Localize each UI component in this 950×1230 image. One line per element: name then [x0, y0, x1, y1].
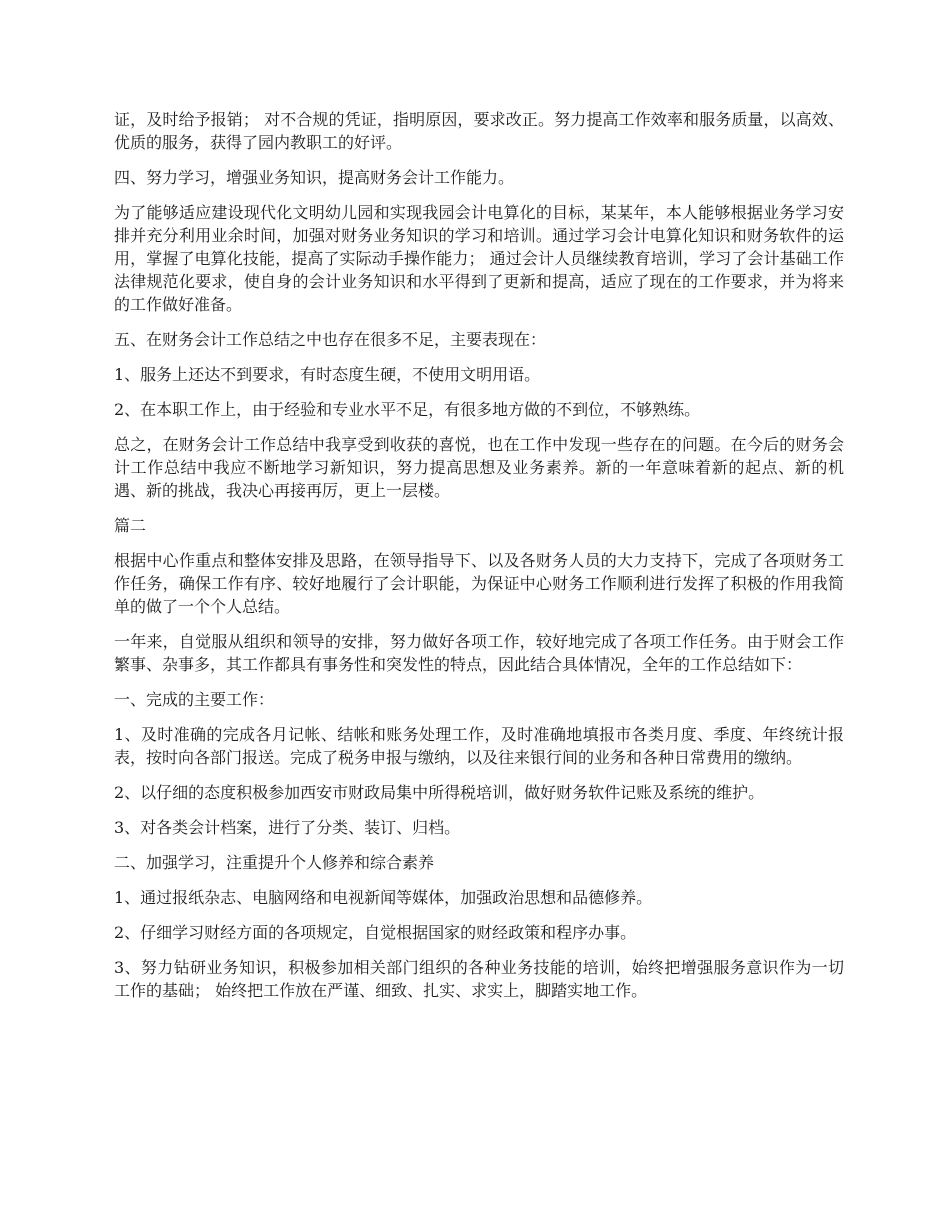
- list-item-service: 1、服务上还达不到要求，有时态度生硬，不使用文明用语。: [114, 365, 541, 384]
- paragraph-study: 为了能够适应建设现代化文明幼儿园和实现我园会计电算化的目标，某某年，本人能够根据业务学习安排并充分利用业余时间，加强对财务业务知识的学习和培训。通过学习会计电算化知识和财务软件的运用，掌握了电算化技能，提高了实际动手操作能力； 通过会计人员继续教育培训，学习了会计基础工作法律规范化要求，使自身的会计业务知识和水平得到了更新和提高，适应了现在的工作要求，并为将来的工作做好准备。: [114, 203, 844, 314]
- heading-section-four: 四、努力学习，增强业务知识，提高财务会计工作能力。: [114, 168, 515, 187]
- list-item-archives: 3、对各类会计档案，进行了分类、装订、归档。: [114, 818, 461, 837]
- paragraph-intro: 根据中心作重点和整体安排及思路，在领导指导下、以及各财务人员的大力支持下，完成了各项财务工作任务，确保工作有序、较好地履行了会计职能，为保证中心财务工作顺利进行发挥了积极的作用我简单的做了一个个人总结。: [114, 551, 844, 616]
- list-item-media: 1、通过报纸杂志、电脑网络和电视新闻等媒体，加强政治思想和品德修养。: [114, 888, 653, 907]
- list-item-business-knowledge: 3、努力钻研业务知识，积极参加相关部门组织的各种业务技能的培训，始终把增强服务意识作为一切工作的基础； 始终把工作放在严谨、细致、扎实、求实上，脚踏实地工作。: [114, 958, 844, 1000]
- list-item-bookkeeping: 1、及时准确的完成各月记帐、结帐和账务处理工作，及时准确地填报市各类月度、季度、年终统计报表，按时向各部门报送。完成了税务申报与缴纳，以及往来银行间的业务和各种日常费用的缴纳。: [114, 725, 844, 767]
- list-item-skills: 2、在本职工作上，由于经验和专业水平不足，有很多地方做的不到位，不够熟练。: [114, 400, 701, 419]
- list-item-training: 2、以仔细的态度积极参加西安市财政局集中所得税培训，做好财务软件记账及系统的维护。: [114, 783, 765, 802]
- heading-part-two: 篇二: [114, 516, 147, 535]
- document-body: [114, 108, 844, 1014]
- heading-learning: 二、加强学习，注重提升个人修养和综合素养: [114, 853, 435, 872]
- paragraph-reimbursement: 证，及时给予报销； 对不合规的凭证，指明原因，要求改正。努力提高工作效率和服务质量，以高效、优质的服务，获得了园内教职工的好评。: [114, 110, 844, 152]
- paragraph-conclusion: 总之，在财务会计工作总结中我享受到收获的喜悦，也在工作中发现一些存在的问题。在今后的财务会计工作总结中我应不断地学习新知识，努力提高思想及业务素养。新的一年意味着新的起点、新的机遇、新的挑战，我决心再接再厉，更上一层楼。: [114, 435, 844, 500]
- paragraph-overview: 一年来，自觉服从组织和领导的安排，努力做好各项工作，较好地完成了各项工作任务。由于财会工作繁事、杂事多，其工作都具有事务性和突发性的特点，因此结合具体情况，全年的工作总结如下：: [114, 632, 844, 674]
- heading-section-five: 五、在财务会计工作总结之中也存在很多不足，主要表现在：: [114, 330, 547, 349]
- list-item-regulations: 2、仔细学习财经方面的各项规定，自觉根据国家的财经政策和程序办事。: [114, 923, 637, 942]
- heading-main-work: 一、完成的主要工作：: [114, 690, 275, 709]
